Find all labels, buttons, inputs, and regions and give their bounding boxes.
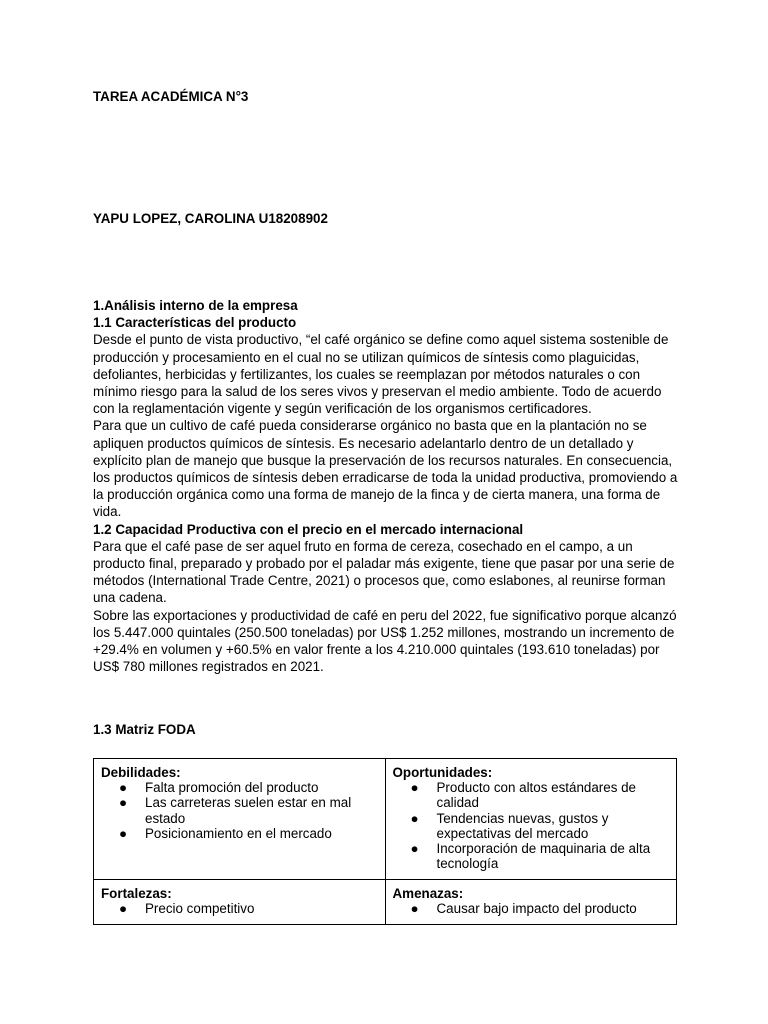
list-item-text: Producto con altos estándares de calidad bbox=[436, 780, 636, 811]
bullet-icon: ● bbox=[410, 780, 419, 796]
bullet-icon: ● bbox=[410, 901, 419, 917]
paragraph-2: Para que un cultivo de café pueda considerarse orgánico no basta que en la plantación no se apliquen productos químicos de síntesis. Es necesario adelantarlo dentro de un detallado y explícito plan de manejo que busque la preservación de los recursos naturales. En consecuencia, los productos químicos de síntesis deben erradicarse de toda la unidad productiva, promoviendo a la producción orgánica como una forma de manejo de la finca y de cierta manera, una forma de vida. bbox=[93, 418, 678, 520]
foda-title-oportunidades: Oportunidades: bbox=[392, 765, 493, 780]
foda-title-debilidades: Debilidades: bbox=[101, 765, 181, 780]
foda-list-fortalezas bbox=[101, 901, 378, 916]
document-title: TAREA ACADÉMICA N°3 bbox=[93, 89, 249, 104]
paragraph-3: Para que el café pase de ser aquel fruto en forma de cereza, cosechado en el campo, a un producto final, preparado y probado por el paladar más exigente, tiene que pasar por una serie de métodos (International Trade Centre, 2021) o procesos que, como eslabones, al reunirse forman una cadena. bbox=[93, 538, 675, 606]
list-item-text: Posicionamiento en el mercado bbox=[145, 825, 332, 841]
author-line: YAPU LOPEZ, CAROLINA U18208902 bbox=[93, 211, 328, 226]
list-item-text: Falta promoción del producto bbox=[145, 780, 319, 796]
bullet-icon: ● bbox=[410, 810, 419, 826]
list-item bbox=[393, 841, 670, 871]
list-item bbox=[101, 795, 378, 825]
list-item-text: Tendencias nuevas, gustos y expectativas del mercado bbox=[436, 810, 609, 841]
bullet-icon: ● bbox=[119, 901, 128, 917]
section-heading-1: 1.Análisis interno de la empresa bbox=[93, 298, 298, 313]
foda-cell-fortalezas bbox=[94, 880, 386, 925]
list-item-text: Causar bajo impacto del producto bbox=[436, 901, 637, 917]
bullet-icon: ● bbox=[410, 841, 419, 857]
paragraph-1: Desde el punto de vista productivo, “el café orgánico se define como aquel sistema sostenible de producción y procesamiento en el cual no se utilizan químicos de síntesis como plaguicidas, defoliantes, herbicidas y fertilizantes, los cuales se reemplazan por métodos naturales o con mínimo riesgo para la salud de los seres vivos y preservan el medio ambiente. Todo de acuerdo con la reglamentación vigente y según verificación de los organismos certificadores. bbox=[93, 332, 669, 417]
list-item bbox=[101, 826, 378, 841]
foda-cell-amenazas bbox=[385, 880, 677, 925]
list-item-text: Las carreteras suelen estar en mal estado bbox=[145, 795, 352, 826]
foda-title-amenazas: Amenazas: bbox=[392, 886, 464, 901]
foda-title-fortalezas: Fortalezas: bbox=[101, 886, 172, 901]
bullet-icon: ● bbox=[119, 795, 128, 811]
foda-list-amenazas bbox=[393, 901, 670, 916]
paragraph-4: Sobre las exportaciones y productividad de café en peru del 2022, fue significativo porque alcanzó los 5.447.000 quintales (250.500 toneladas) por US$ 1.252 millones, mostrando un incremento de +29.4% en volumen y +60.5% en valor frente a los 4.210.000 quintales (193.610 toneladas) por US$ 780 millones registrados en 2021. bbox=[93, 607, 677, 675]
foda-list-debilidades bbox=[101, 780, 378, 841]
foda-cell-debilidades bbox=[94, 759, 386, 880]
list-item bbox=[393, 901, 670, 916]
foda-list-oportunidades bbox=[393, 780, 670, 871]
section-heading-1-1: 1.1 Características del producto bbox=[93, 315, 297, 331]
list-item-text: Precio competitivo bbox=[145, 901, 255, 917]
bullet-icon: ● bbox=[119, 780, 128, 796]
list-item bbox=[101, 901, 378, 916]
foda-cell-oportunidades bbox=[385, 759, 677, 880]
list-item bbox=[393, 780, 670, 810]
list-item bbox=[101, 780, 378, 795]
list-item bbox=[393, 811, 670, 841]
document-body bbox=[93, 297, 683, 675]
section-heading-1-2: 1.2 Capacidad Productiva con el precio en el mercado internacional bbox=[93, 521, 524, 537]
section-heading-1-3: 1.3 Matriz FODA bbox=[93, 722, 196, 737]
list-item-text: Incorporación de maquinaria de alta tecnología bbox=[436, 841, 651, 872]
bullet-icon: ● bbox=[119, 825, 128, 841]
foda-matrix-table bbox=[93, 758, 677, 925]
